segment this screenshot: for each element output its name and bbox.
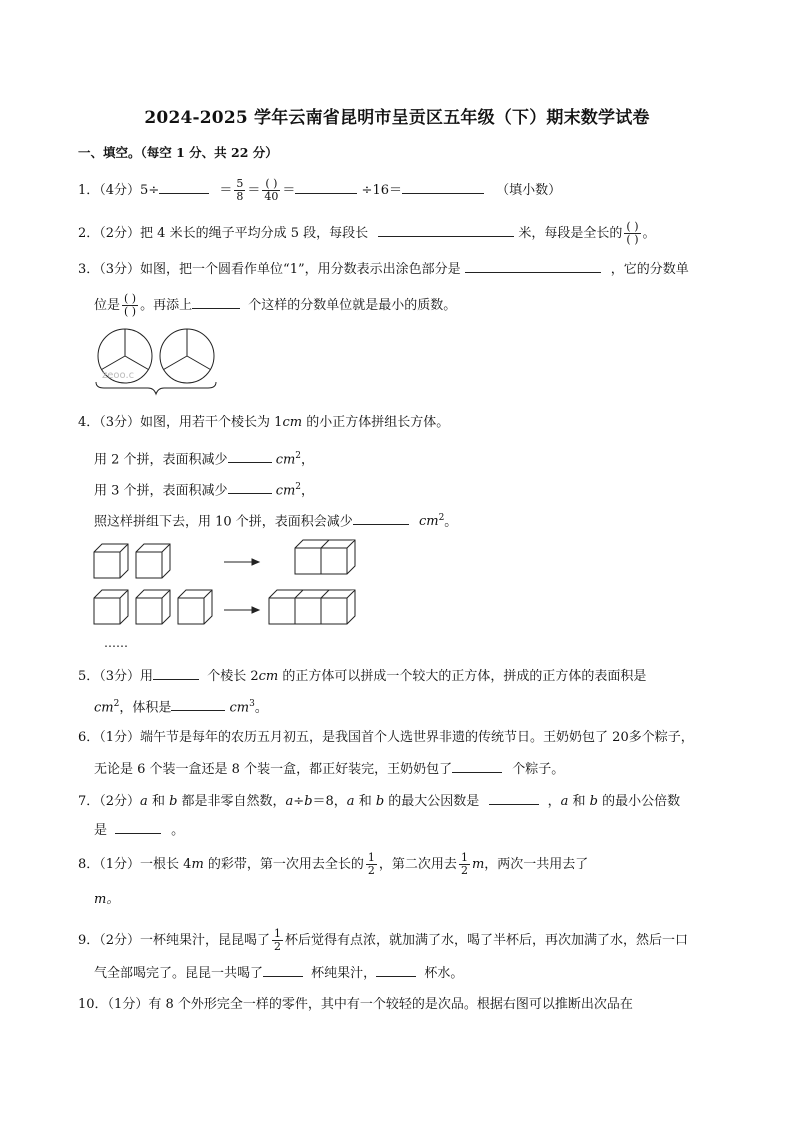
question-3-line-2	[94, 293, 456, 318]
q1-note: （填小数）	[496, 183, 562, 198]
q6-blank-1[interactable]	[452, 758, 502, 773]
question-1: 1．（4分）5÷ ＝ $\frac{5}{8}$ ＝ $\frac{( )}{40}$ ＝ ÷16＝ （填小数）	[78, 177, 562, 203]
q4-line-3: 用 3 个拼，表面积减少 $cm^2$，	[94, 477, 314, 501]
question-9: 9．（2分）一杯纯果汁，昆昆喝了 $\frac{1}{2}$ 杯后觉得有点浓，就加满了水，喝了半杯后，再次加满了水，然后一口	[78, 927, 689, 953]
q4-cubes-figure	[92, 538, 362, 632]
q1-number: 1．（4分）5÷	[78, 183, 160, 198]
section-heading: 一、填空。（每空 1 分、共 22 分）	[78, 145, 278, 160]
q3-text-2b: 。再添上	[140, 298, 193, 313]
q4-text-2: 用 2 个拼，表面积减少	[94, 452, 228, 468]
brace	[96, 382, 216, 394]
q2-fraction-blank: $\frac{( )}{( )}$	[626, 220, 639, 246]
q2-blank-1[interactable]	[378, 222, 514, 237]
q3-fraction-blank: $\frac{( )}{( )}$	[124, 292, 137, 318]
q3-text: 3．（3分）如图，把一个圆看作单位“1”，用分数表示出涂色部分是	[78, 262, 461, 277]
q7-blank-2[interactable]	[115, 819, 161, 834]
q1-fraction-blank-40: $\frac{( )}{40}$	[264, 177, 279, 203]
q3-text-end: ，它的分数单	[610, 262, 689, 277]
q4-blank-1[interactable]	[228, 448, 272, 463]
q4-text-3: 用 3 个拼，表面积减少	[94, 483, 228, 499]
q4-ellipsis: ……	[104, 636, 128, 650]
q4-blank-3[interactable]	[353, 510, 409, 525]
q4-text: 4．（3分）如图，用若干个棱长为 1	[78, 415, 283, 430]
q5-blank-2[interactable]	[171, 696, 225, 711]
q9-blank-2[interactable]	[376, 962, 416, 977]
cube	[178, 590, 212, 624]
q3-circles-figure	[92, 326, 222, 392]
question-10: 10．（1分）有 8 个外形完全一样的零件，其中有一个较轻的是次品。根据右图可以推断出次品在	[78, 997, 633, 1012]
q1-blank-3[interactable]	[402, 179, 484, 194]
q6-text-2: 无论是 6 个装一盒还是 8 个装一盒，都正好装完，王奶奶包了	[94, 762, 453, 777]
question-4: 4．（3分）如图，用若干个棱长为 1cm 的小正方体拼组长方体。	[78, 415, 450, 430]
q9-fraction-half: $\frac{1}{2}$	[274, 927, 282, 953]
q1-blank-2[interactable]	[295, 179, 357, 194]
q3-blank-2[interactable]	[192, 294, 240, 309]
question-8: 8．（1分）一根长 4m 的彩带，第一次用去全长的 $\frac{1}{2}$ ，第二次用去 $\frac{1}{2}$ m，两次一共用去了	[78, 851, 589, 877]
cube	[94, 590, 128, 624]
q4-text-4: 照这样拼组下去，用 10 个拼，表面积会减少	[94, 514, 353, 530]
q6-text-1: 6．（1分）端午节是每年的农历五月初五，是我国首个人选世界非遗的传统节日。王奶奶包了 20多个粽子，	[78, 730, 694, 745]
cube	[136, 590, 170, 624]
q1-div16: ÷16＝	[361, 183, 402, 198]
q3-blank-1[interactable]	[465, 258, 601, 273]
q2-text: 2．（2分）把 4 米长的绳子平均分成 5 段，每段长	[78, 226, 369, 241]
q6-line-2: 无论是 6 个装一盒还是 8 个装一盒，都正好装完，王奶奶包了 个粽子。	[94, 758, 564, 780]
question-3-line-1	[78, 258, 689, 280]
q9-line-2: 气全部喝完了。昆昆一共喝了 杯纯果汁， 杯水。	[94, 962, 463, 984]
q3-text-2c: 个这样的分数单位就是最小的质数。	[248, 298, 457, 313]
cube	[136, 544, 170, 578]
q7-line-2: 是 。	[94, 819, 184, 841]
q4-line-4: 照这样拼组下去，用 10 个拼，表面积会减少 $cm^2$。	[94, 508, 457, 532]
cube	[94, 544, 128, 578]
q5-text-a: 5．（3分）用	[78, 669, 154, 684]
question-6	[78, 728, 694, 748]
question-5: 5．（3分）用 个棱长 2cm 的正方体可以拼成一个较大的正方体，拼成的正方体的表面积是	[78, 665, 646, 687]
q1-fraction-5-8: $\frac{5}{8}$	[236, 177, 244, 203]
q7-blank-1[interactable]	[489, 790, 539, 805]
q3-text-2a: 位是	[94, 298, 121, 313]
q4-blank-2[interactable]	[228, 479, 272, 494]
question-2: 2．（2分）把 4 米长的绳子平均分成 5 段，每段长 米，每段是全长的 $\frac{( )}{( )}$ 。	[78, 220, 656, 246]
q9-blank-1[interactable]	[263, 962, 303, 977]
watermark: zeoo.c	[102, 370, 135, 381]
q8-fraction-half-2: $\frac{1}{2}$	[460, 851, 468, 877]
q8-line-2: m。	[94, 892, 120, 907]
question-7: 7．（2分）a 和 b 都是非零自然数，a÷b＝8，a 和 b 的最大公因数是 ，a 和 b 的最小公倍数	[78, 790, 680, 812]
q2-text-mid: 米，每段是全长的	[518, 226, 623, 241]
q5-line-2: $cm^2$，体积是 $cm^3$。	[94, 694, 268, 718]
joined-2-cubes	[295, 540, 355, 574]
q4-line-2: 用 2 个拼，表面积减少 $cm^2$，	[94, 446, 314, 470]
q5-blank-1[interactable]	[153, 665, 199, 680]
page-title: 2024-2025 学年云南省昆明市呈贡区五年级（下）期末数学试卷	[144, 108, 650, 128]
q1-blank-1[interactable]	[159, 179, 209, 194]
joined-3-cubes	[269, 590, 355, 624]
q8-fraction-half-1: $\frac{1}{2}$	[367, 851, 375, 877]
